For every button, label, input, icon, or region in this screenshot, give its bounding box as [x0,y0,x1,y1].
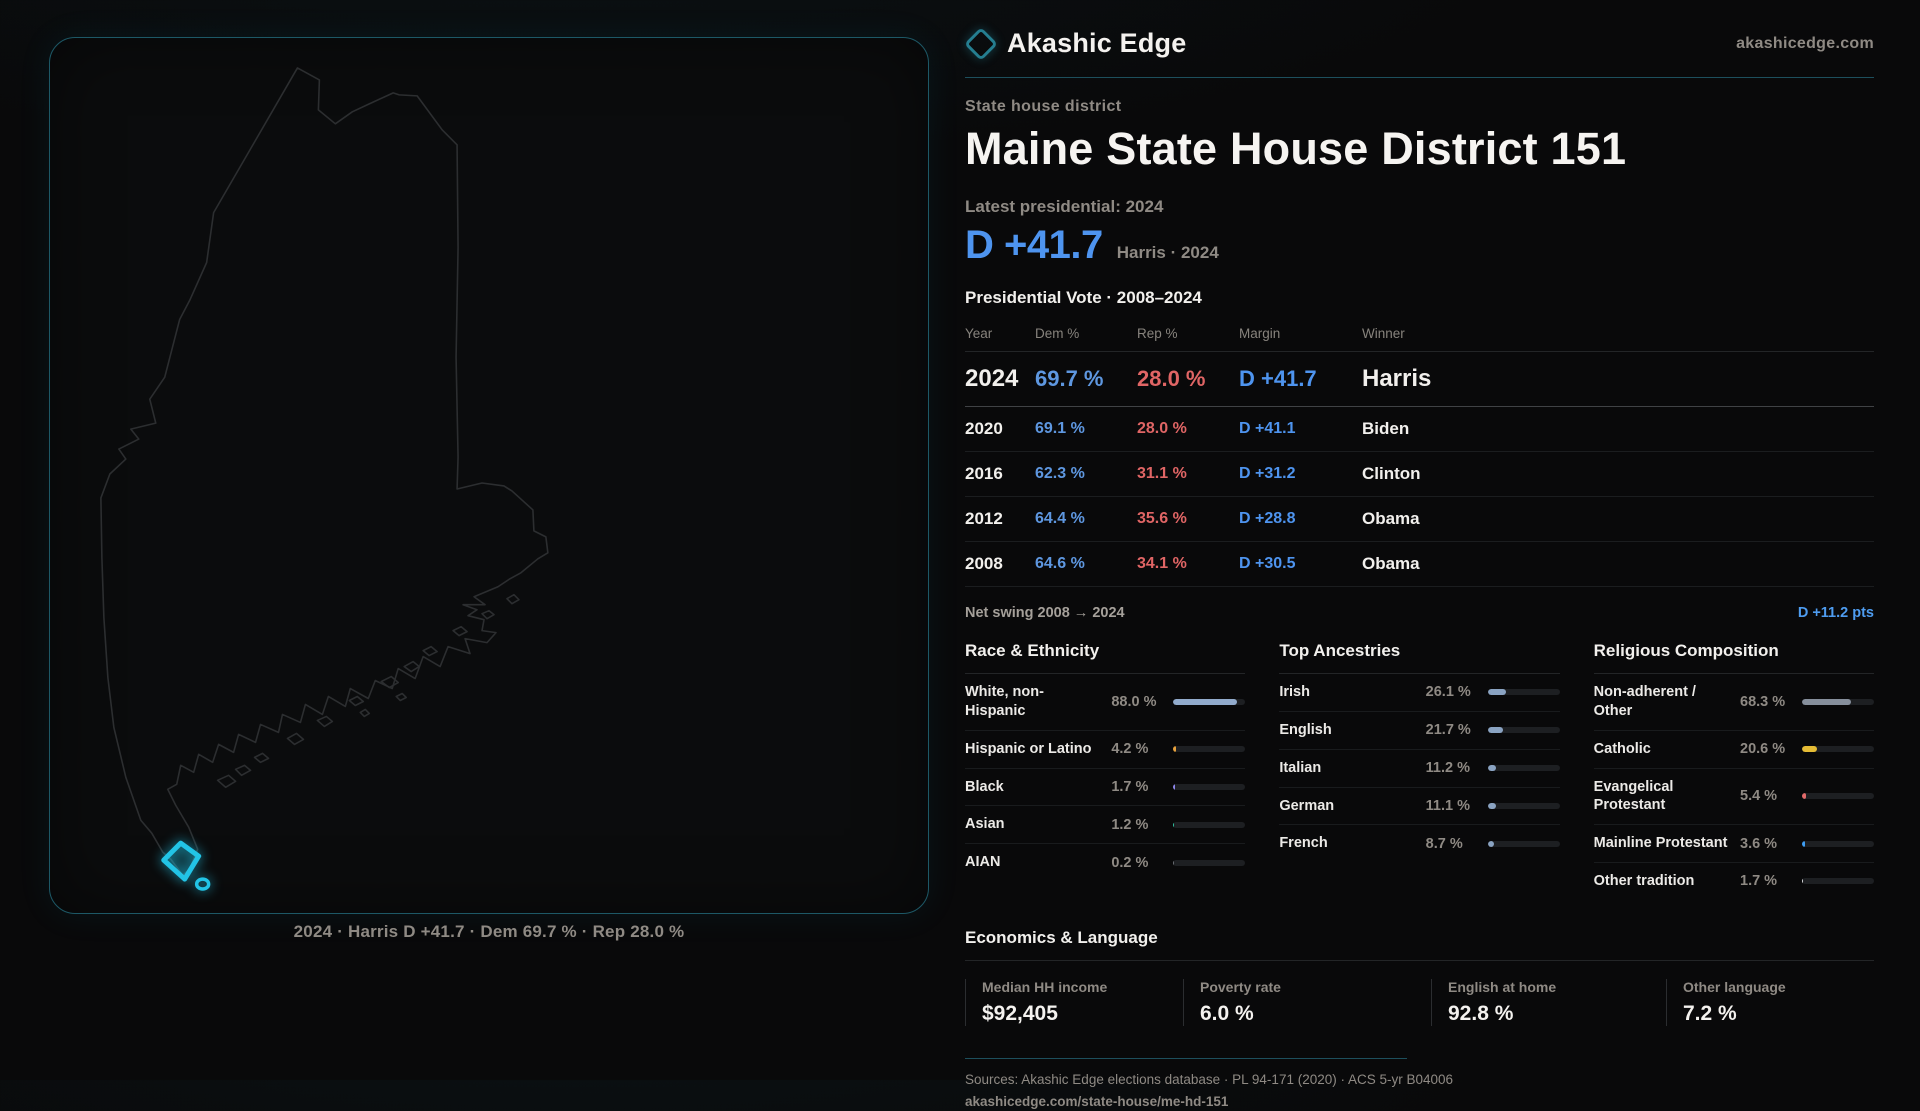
demo-value: 20.6 % [1740,741,1786,758]
demo-label: Other tradition [1593,873,1695,890]
demo-bar [1802,793,1874,799]
stat-english-at-home [1431,979,1666,1026]
list-item [965,844,1245,881]
cell-dem: 69.1 % [1035,420,1085,437]
cell-margin: D +41.1 [1239,420,1296,437]
cell-margin: D +28.8 [1239,510,1296,527]
demo-value: 1.7 % [1740,873,1778,890]
coastal-islands [218,595,519,788]
col-year: Year [965,326,993,341]
list-item [965,731,1245,769]
diamond-icon [964,27,998,61]
cell-rep: 28.0 % [1137,420,1187,437]
demo-value: 11.1 % [1425,797,1470,814]
list-item [1279,825,1559,862]
col-margin: Margin [1239,326,1281,341]
demo-label: Mainline Protestant [1593,835,1728,852]
demo-value: 0.2 % [1111,854,1149,871]
brand-name: Akashic Edge [1007,28,1187,58]
demo-label: German [1279,797,1335,814]
demo-label: Non-adherent / Other [1593,684,1696,719]
cell-rep: 35.6 % [1137,510,1187,527]
stat-label: English at home [1448,978,1557,995]
cell-dem: 69.7 % [1035,366,1104,391]
cell-year: 2024 [965,365,1019,392]
margin-value: D +41.7 [965,223,1103,267]
cell-winner: Obama [1362,554,1420,573]
stat-value: 6.0 % [1200,1001,1254,1025]
maine-map [50,38,928,913]
stat-label: Median HH income [982,978,1108,995]
demo-bar [1488,765,1560,771]
table-row [965,352,1874,407]
list-item [1279,674,1559,712]
demo-label: Catholic [1593,740,1651,757]
latest-presidential-label: Latest presidential: 2024 [965,197,1164,216]
cell-winner: Clinton [1362,464,1421,483]
list-item [1594,825,1874,863]
demo-bar [1802,841,1874,847]
net-swing-value: D +11.2 pts [1797,605,1874,621]
eyebrow-label: State house district [965,98,1122,115]
demo-bar [1173,860,1245,866]
demo-bar [1488,841,1560,847]
list-item [965,806,1245,844]
maine-outline [101,68,548,875]
brand-header [965,28,1874,78]
cell-year: 2012 [965,509,1003,528]
footer [965,1058,1454,1111]
demo-bar [1488,727,1560,733]
demo-label: Black [965,778,1004,795]
demo-value: 3.6 % [1740,835,1778,852]
cell-dem: 64.4 % [1035,510,1085,527]
demo-value: 88.0 % [1111,693,1157,710]
demo-label: English [1279,721,1332,738]
race-ethnicity-column [965,641,1245,900]
stat-median-income [965,979,1183,1026]
map-caption: 2024 · Harris D +41.7 · Dem 69.7 % · Rep 28.0 % [293,922,685,941]
demo-bar [1802,878,1874,884]
demo-bar [1488,689,1560,695]
net-swing-row [965,605,1874,621]
list-item [1279,712,1559,750]
cell-margin: D +41.7 [1239,366,1317,391]
page-title: Maine State House District 151 [965,123,1627,174]
cell-rep: 31.1 % [1137,465,1187,482]
demo-value: 11.2 % [1425,760,1470,777]
stat-value: $92,405 [982,1001,1058,1025]
district-highlight[interactable] [164,843,209,889]
list-item [1279,788,1559,826]
district-report [965,28,1874,1111]
religion-column [1594,641,1874,900]
economics-title: Economics & Language [965,928,1874,961]
cell-dem: 64.6 % [1035,555,1085,572]
demo-bar [1173,784,1245,790]
demo-label: Irish [1279,684,1310,700]
demographics-grid [965,641,1874,900]
table-row [965,452,1874,497]
demo-label: Asian [965,816,1005,833]
demo-value: 5.4 % [1740,788,1778,805]
demo-bar [1802,746,1874,752]
demo-label: Italian [1279,759,1322,776]
cell-margin: D +30.5 [1239,555,1296,572]
stat-value: 92.8 % [1448,1001,1514,1025]
vote-table-title: Presidential Vote · 2008–2024 [965,288,1202,307]
stat-poverty-rate [1183,979,1431,1026]
demo-value: 26.1 % [1425,684,1471,701]
table-row [965,407,1874,452]
list-item [1594,674,1874,731]
cell-year: 2020 [965,419,1003,438]
cell-rep: 28.0 % [1137,366,1206,391]
table-header-row [965,318,1874,352]
stat-label: Poverty rate [1200,978,1281,995]
ancestries-column [1279,641,1559,900]
list-item [965,769,1245,807]
demo-value: 1.7 % [1111,778,1149,795]
demo-label: Hispanic or Latino [965,740,1092,757]
headline-margin [965,223,1874,268]
list-item [965,674,1245,731]
economics-section [965,928,1874,1026]
demo-label: AIAN [965,854,1001,871]
table-row [965,497,1874,542]
col-dem: Dem % [1035,326,1080,341]
demo-bar [1802,699,1874,705]
demo-value: 21.7 % [1425,722,1471,739]
demo-label: French [1279,835,1328,852]
site-link[interactable]: akashicedge.com [1736,34,1874,52]
demo-value: 68.3 % [1740,693,1786,710]
cell-winner: Harris [1362,365,1432,392]
stat-other-language [1666,979,1874,1026]
demo-label: Evangelical Protestant [1593,778,1674,814]
cell-margin: D +31.2 [1239,465,1296,482]
cell-winner: Obama [1362,509,1420,528]
permalink[interactable]: akashicedge.com/state-house/me-hd-151 [965,1093,1229,1109]
list-item [1594,863,1874,900]
stat-label: Other language [1683,978,1786,995]
sources-line: Sources: Akashic Edge elections database · PL 94-171 (2020) · ACS 5-yr B04006 [965,1071,1454,1087]
list-item [1594,731,1874,769]
demo-label: White, non-Hispanic [965,684,1044,719]
list-item [1279,750,1559,788]
table-row [965,542,1874,587]
presidential-vote-table [965,318,1874,587]
section-title: Top Ancestries [1279,641,1559,674]
cell-dem: 62.3 % [1035,465,1085,482]
demo-bar [1173,699,1245,705]
section-title: Race & Ethnicity [965,641,1245,674]
stat-value: 7.2 % [1683,1001,1737,1025]
demo-bar [1488,803,1560,809]
margin-subtitle: Harris · 2024 [1116,243,1219,262]
economics-stats [965,979,1874,1026]
net-swing-label: Net swing 2008 → 2024 [965,605,1125,621]
demo-bar [1173,746,1245,752]
demo-value: 4.2 % [1111,741,1149,758]
cell-winner: Biden [1362,419,1410,438]
demo-value: 8.7 % [1425,835,1463,852]
cell-rep: 34.1 % [1137,555,1187,572]
col-rep: Rep % [1137,326,1178,341]
col-winner: Winner [1362,326,1405,341]
map-panel [49,37,929,914]
demo-bar [1173,822,1245,828]
list-item [1594,769,1874,826]
cell-year: 2008 [965,554,1003,573]
cell-year: 2016 [965,464,1003,483]
demo-value: 1.2 % [1111,816,1149,833]
section-title: Religious Composition [1594,641,1874,674]
